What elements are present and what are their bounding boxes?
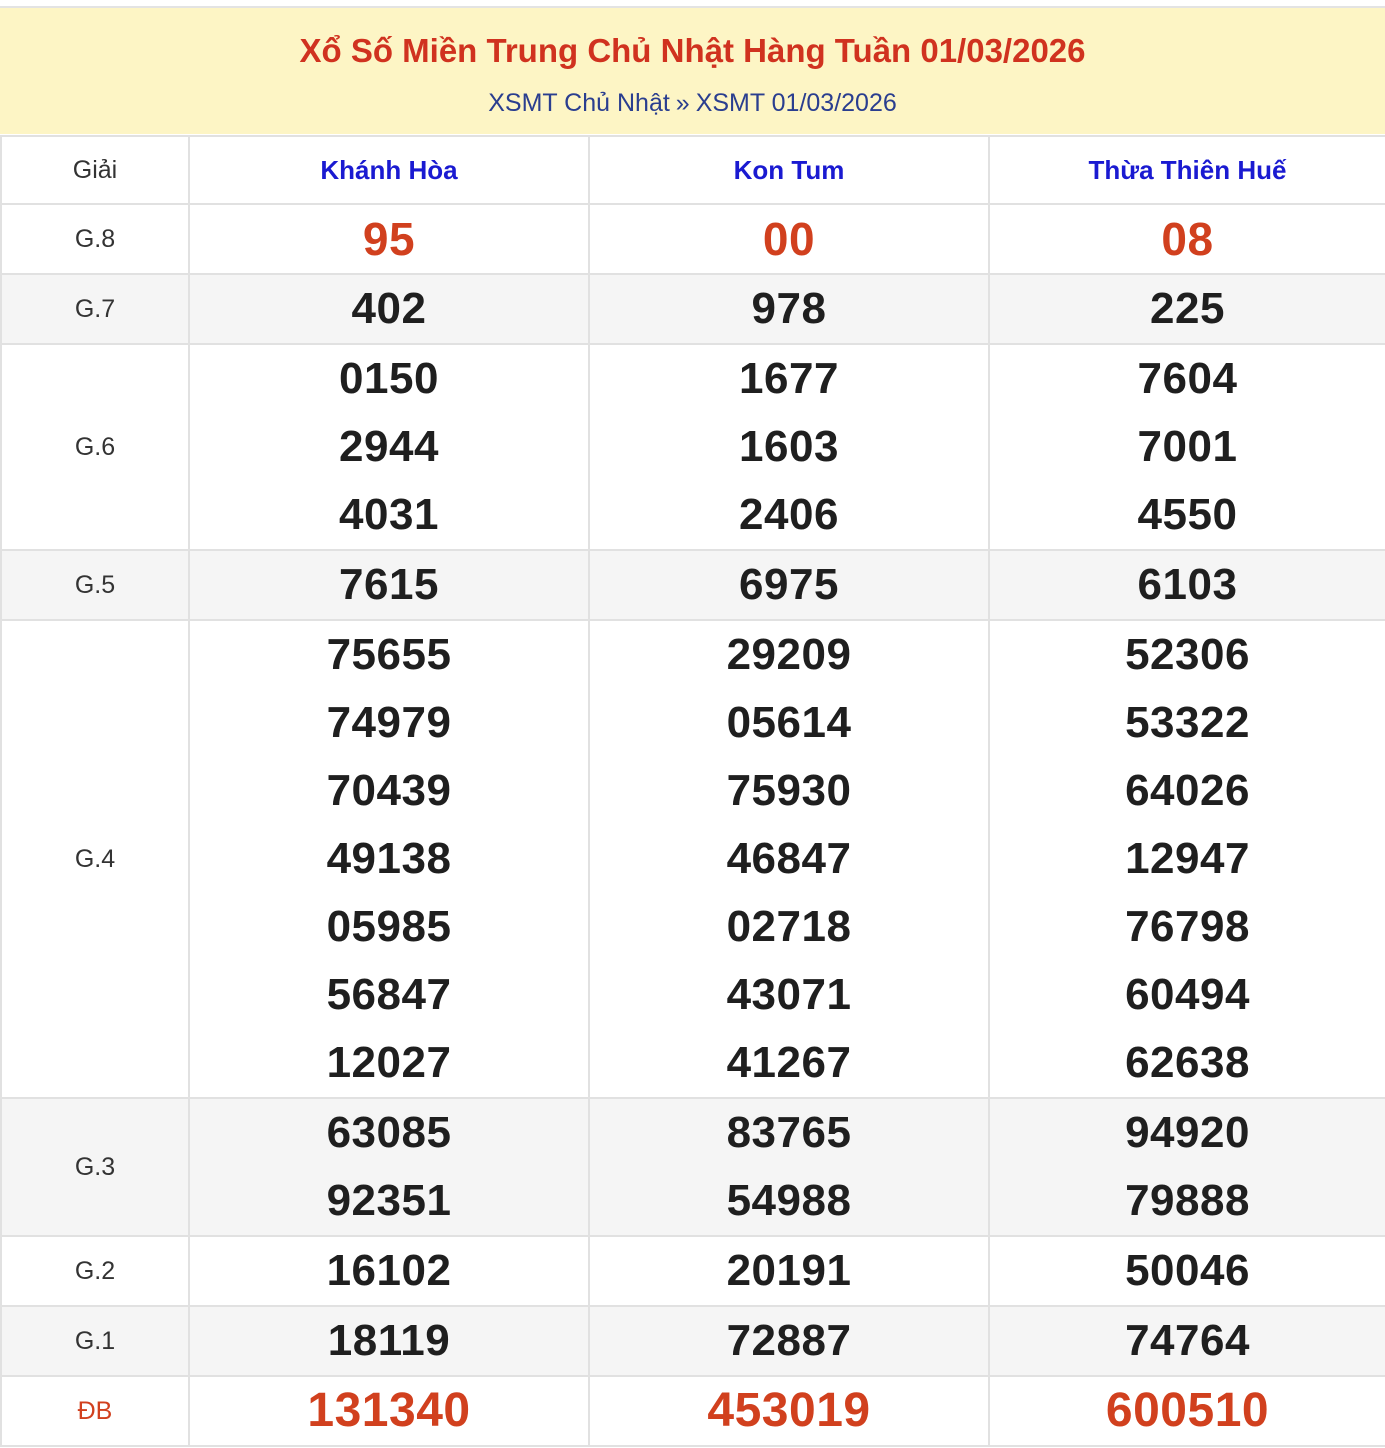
- result-cell: [589, 1098, 989, 1236]
- prize-label: G.1: [1, 1306, 189, 1376]
- table-row: [1, 1098, 1385, 1236]
- breadcrumb-separator: »: [675, 89, 690, 117]
- result-number: 94920: [1125, 1108, 1250, 1157]
- table-row: [1, 204, 1385, 274]
- result-number: 83765: [726, 1108, 852, 1157]
- province-header-khanh-hoa[interactable]: Khánh Hòa: [189, 136, 589, 204]
- result-cell: [989, 204, 1385, 274]
- result-cell: [989, 1376, 1385, 1446]
- table-row: [1, 344, 1385, 550]
- result-cell: [989, 1306, 1385, 1376]
- special-prize-number: 600510: [1105, 1384, 1270, 1437]
- result-cell: [589, 344, 989, 550]
- table-row: [1, 1306, 1385, 1376]
- prize-label: G.4: [1, 620, 189, 1098]
- result-number: 20191: [726, 1246, 852, 1295]
- result-cell: [989, 344, 1385, 550]
- result-number: 7615: [339, 560, 439, 609]
- breadcrumb: [0, 88, 1385, 118]
- result-cell: [189, 204, 589, 274]
- result-number: 64026: [1125, 766, 1250, 815]
- result-number: 79888: [1125, 1176, 1250, 1225]
- result-cell: [989, 550, 1385, 620]
- breadcrumb-link-xsmt-sunday[interactable]: XSMT Chủ Nhật: [488, 89, 670, 117]
- result-number: 225: [1150, 284, 1225, 333]
- result-cell: [989, 620, 1385, 1098]
- result-cell: [189, 1098, 589, 1236]
- result-number: 75655: [326, 630, 452, 679]
- result-number: 12027: [326, 1038, 452, 1087]
- result-number: 50046: [1125, 1246, 1250, 1295]
- result-cell: [189, 1236, 589, 1306]
- result-number: 53322: [1125, 698, 1250, 747]
- result-number: 4031: [339, 490, 439, 539]
- result-number: 0150: [339, 354, 439, 403]
- result-number: 1677: [739, 354, 839, 403]
- result-number: 95: [362, 213, 416, 265]
- result-number: 402: [351, 284, 427, 333]
- result-number: 60494: [1125, 970, 1250, 1019]
- result-number: 16102: [326, 1246, 452, 1295]
- result-number: 02718: [726, 902, 852, 951]
- special-prize-number: 131340: [307, 1384, 471, 1437]
- result-number: 29209: [726, 630, 852, 679]
- result-number: 62638: [1125, 1038, 1250, 1087]
- special-prize-number: 453019: [707, 1384, 871, 1437]
- prize-label: G.6: [1, 344, 189, 550]
- result-number: 76798: [1125, 902, 1250, 951]
- result-number: 1603: [739, 422, 839, 471]
- result-number: 46847: [726, 834, 852, 883]
- result-number: 7001: [1137, 422, 1238, 471]
- result-number: 75930: [726, 766, 852, 815]
- result-number: 70439: [326, 766, 452, 815]
- prize-label: G.2: [1, 1236, 189, 1306]
- result-cell: [189, 550, 589, 620]
- result-number: 41267: [726, 1038, 852, 1087]
- result-number: 05614: [726, 698, 852, 747]
- table-row: [1, 620, 1385, 1098]
- result-number: 6103: [1137, 560, 1238, 609]
- result-number: 18119: [327, 1316, 451, 1365]
- result-number: 43071: [726, 970, 852, 1019]
- result-number: 72887: [726, 1316, 852, 1365]
- result-number: 12947: [1125, 834, 1250, 883]
- prize-label: ĐB: [1, 1376, 189, 1446]
- result-number: 92351: [326, 1176, 452, 1225]
- result-cell: [189, 344, 589, 550]
- result-cell: [189, 1306, 589, 1376]
- result-cell: [189, 274, 589, 344]
- result-number: 63085: [326, 1108, 452, 1157]
- prize-label: G.3: [1, 1098, 189, 1236]
- province-header-thua-thien-hue[interactable]: Thừa Thiên Huế: [989, 136, 1385, 204]
- result-number: 74764: [1125, 1316, 1250, 1365]
- table-row: [1, 1376, 1385, 1446]
- breadcrumb-link-xsmt-date[interactable]: XSMT 01/03/2026: [695, 89, 897, 117]
- table-row: [1, 274, 1385, 344]
- result-number: 4550: [1137, 490, 1238, 539]
- result-number: 05985: [326, 902, 452, 951]
- result-number: 7604: [1137, 354, 1238, 403]
- table-row: [1, 1236, 1385, 1306]
- table-header-row: [1, 136, 1385, 204]
- prize-label: G.8: [1, 204, 189, 274]
- result-cell: [589, 1236, 989, 1306]
- result-number: 6975: [739, 560, 839, 609]
- result-number: 74979: [326, 698, 452, 747]
- result-number: 08: [1161, 213, 1214, 265]
- prize-label: G.5: [1, 550, 189, 620]
- result-number: 2406: [739, 490, 839, 539]
- result-cell: [589, 1306, 989, 1376]
- prize-column-header: Giải: [1, 136, 189, 204]
- result-cell: [589, 274, 989, 344]
- results-table: [0, 135, 1385, 1447]
- result-cell: [189, 620, 589, 1098]
- table-row: [1, 550, 1385, 620]
- result-cell: [589, 620, 989, 1098]
- prize-label: G.7: [1, 274, 189, 344]
- result-number: 2944: [339, 422, 439, 471]
- result-cell: [989, 1236, 1385, 1306]
- page-title: Xổ Số Miền Trung Chủ Nhật Hàng Tuần 01/03/2026: [299, 32, 1086, 69]
- result-cell: [589, 550, 989, 620]
- result-cell: [589, 204, 989, 274]
- result-cell: [989, 274, 1385, 344]
- result-number: 56847: [326, 970, 452, 1019]
- result-cell: [189, 1376, 589, 1446]
- result-cell: [989, 1098, 1385, 1236]
- province-header-kon-tum[interactable]: Kon Tum: [589, 136, 989, 204]
- result-number: 52306: [1125, 630, 1250, 679]
- result-number: 49138: [326, 834, 452, 883]
- result-number: 978: [751, 284, 827, 333]
- result-cell: [589, 1376, 989, 1446]
- results-header: [0, 6, 1385, 134]
- result-number: 00: [762, 213, 816, 265]
- result-number: 54988: [726, 1176, 852, 1225]
